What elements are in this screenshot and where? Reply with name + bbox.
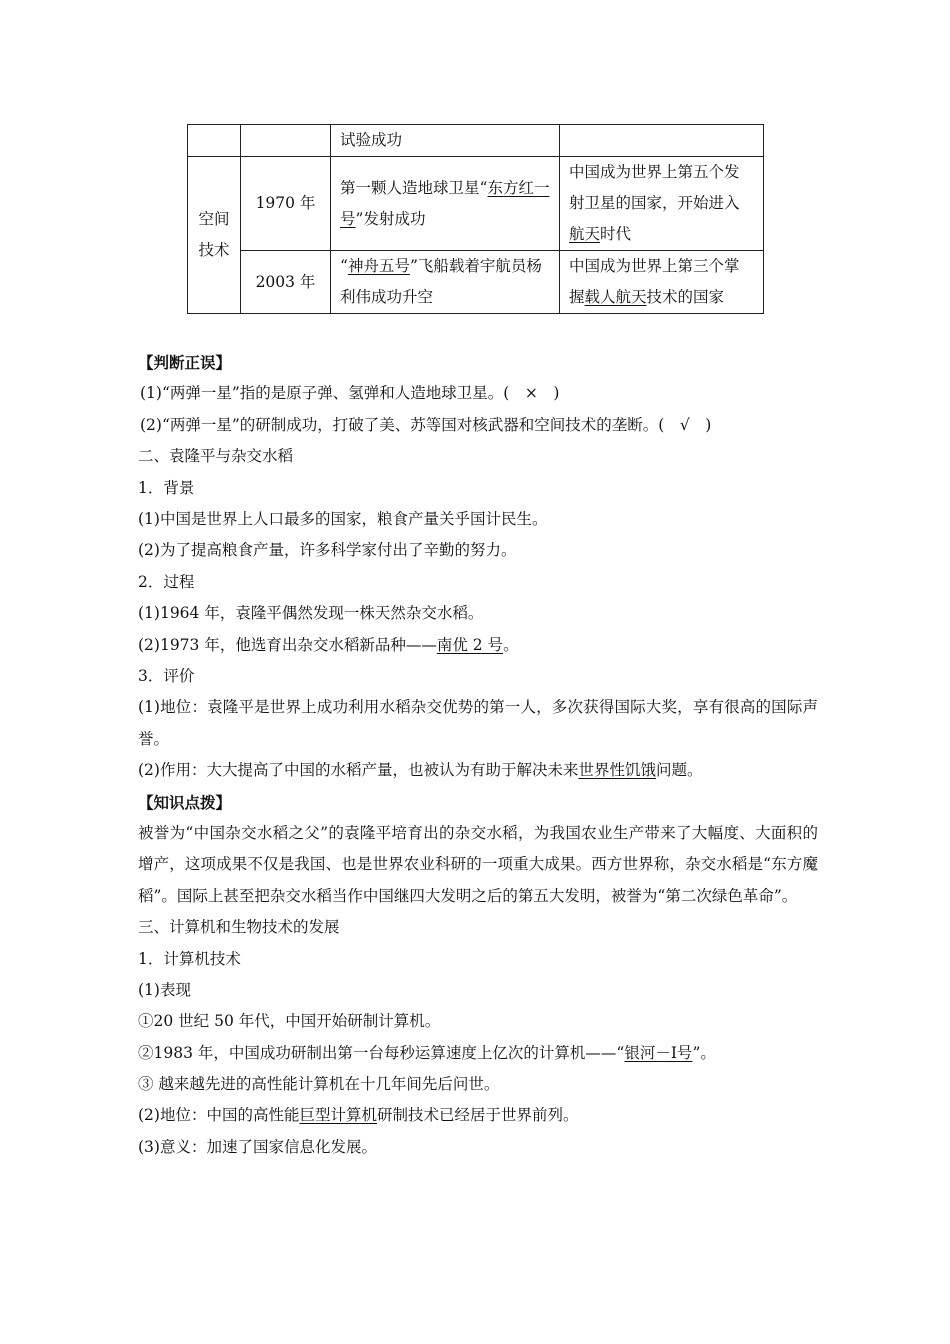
table-row [188,251,764,314]
judge-item: (2)“两弹一星”的研制成功，打破了美、苏等国对核武器和空间技术的垄断。( √ ) [140,415,712,434]
section-title: 三、计算机和生物技术的发展 [138,918,340,937]
paragraph: (1)地位：袁隆平是世界上成功利用水稻杂交优势的第一人，多次获得国际大奖，享有很高的国际声誉。 [138,698,818,748]
sub-heading: 2．过程 [138,572,195,591]
table-row [188,125,764,157]
judge-heading: 【判断正误】 [138,353,232,372]
table-cell-year: 2003 年 [241,251,331,314]
text-span: 研制技术已经居于世界前列。 [376,1106,579,1125]
list-item: ①20 世纪 50 年代，中国开始研制计算机。 [138,1012,441,1031]
knowledge-heading: 【知识点拨】 [138,792,232,812]
text-span: 。 [503,635,519,654]
body-text [138,347,818,1163]
list-item: (1)1964 年，袁隆平偶然发现一株天然杂交水稻。 [138,604,484,623]
table-cell-event [331,157,560,251]
list-item [138,755,818,786]
list-item: ③ 越来越先进的高性能计算机在十几年间先后问世。 [138,1075,500,1094]
underlined-term: 世界性饥饿 [578,761,656,780]
table-cell-significance [560,157,764,251]
underlined-term: 南优 2 号 [436,635,504,654]
underlined-term: 银河－Ⅰ号 [624,1043,693,1062]
table-cell-year: 1970 年 [241,157,331,251]
significance-text: 中国成为世界上第三个掌握 [569,257,740,306]
table-row [188,157,764,251]
text-span: (2)地位：中国的高性能 [138,1106,300,1125]
judge-item: (1)“两弹一星”指的是原子弹、氢弹和人造地球卫星。( × ) [140,384,560,403]
list-item [138,1038,818,1069]
text-span: 问题。 [655,761,703,780]
table-cell-event [331,251,560,314]
significance-underlined: 载人航天 [584,288,647,306]
list-item: (3)意义：加速了国家信息化发展。 [138,1137,377,1156]
sub-heading: 1．背景 [138,478,195,497]
text-span: (2)1973 年，他选育出杂交水稻新品种—— [138,635,437,654]
event-underlined: 东方红一号 [340,178,550,228]
event-text: ”发射成功 [355,209,426,228]
sub-heading: 3．评价 [138,666,195,685]
paragraph: 被誉为“中国杂交水稻之父”的袁隆平培育出的杂交水稻，为我国农业生产带来了大幅度、大面积的增产，这项成果不仅是我国、也是世界农业科研的一项重大成果。西方世界称，杂交水稻是“东方魔稻”。国际上甚至把杂交水稻当作中国继四大发明之后的第五大发明，被誉为“第二次绿色革命”。 [138,823,818,905]
table-cell [560,125,764,157]
table-cell [241,125,331,157]
text-span: ②1983 年，中国成功研制出第一台每秒运算速度上亿次的计算机——“ [138,1043,625,1062]
list-item: (2)为了提高粮食产量，许多科学家付出了辛勤的努力。 [138,541,517,560]
event-text: ”飞船载着宇航员杨利伟成功升空 [340,257,542,306]
significance-text: 技术的国家 [646,288,725,306]
sub-heading: 1．计算机技术 [138,949,241,968]
text-span: (2)作用：大大提高了中国的水稻产量，也被认为有助于解决未来 [138,761,579,780]
list-item [138,630,818,661]
table-cell-significance [560,251,764,314]
list-item: (1)中国是世界上人口最多的国家，粮食产量关乎国计民生。 [138,509,548,528]
event-text: “ [340,257,348,275]
significance-underlined: 航天 [569,225,601,243]
list-item [138,1100,818,1131]
category-label: 空间技术 [198,210,230,259]
underlined-term: 巨型计算机 [299,1106,377,1125]
table-cell-event: 试验成功 [331,125,560,157]
section-title: 二、袁隆平与杂交水稻 [138,447,294,466]
text-span: ”。 [692,1043,716,1062]
significance-text: 时代 [600,225,632,243]
event-text: 第一颗人造地球卫星“ [340,178,488,197]
significance-text: 中国成为世界上第五个发射卫星的国家，开始进入 [569,163,740,212]
table-cell [188,125,241,157]
table-cell-category [188,157,241,314]
sub-heading: (1)表现 [138,980,191,999]
space-tech-table [187,124,764,314]
event-underlined: 神舟五号 [347,257,410,275]
